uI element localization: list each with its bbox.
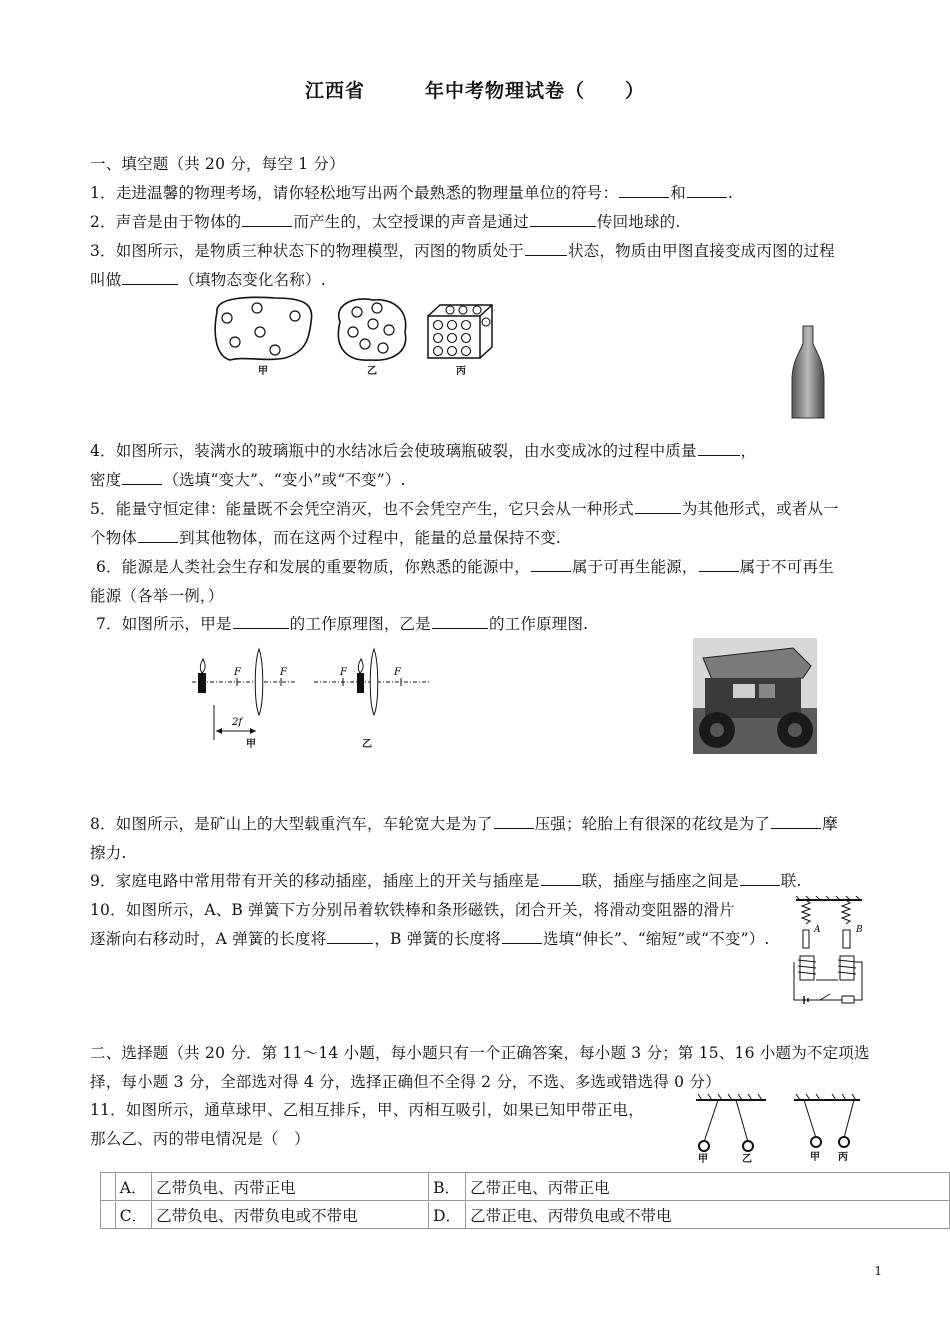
q11-text: 11．如图所示，通草球甲、乙相互排斥，甲、丙相互吸引，如果已知甲带正电， <box>90 1101 644 1119</box>
q10-text: 10．如图所示，A、B 弹簧下方分别吊着软铁棒和条形磁铁，闭合开关，将滑动变阻器的滑片 <box>90 901 735 919</box>
option-d-text[interactable]: 乙带正电、丙带负电或不带电 <box>466 1201 950 1229</box>
question-5 <box>90 497 839 519</box>
question-4-cont <box>90 468 406 490</box>
answer-blank[interactable] <box>122 470 162 485</box>
question-11 <box>90 1098 644 1120</box>
q10-text: 选填“伸长”、“缩短”或“不变”）. <box>542 930 770 948</box>
label-jia: 甲 <box>698 1154 708 1164</box>
option-a-key[interactable]: A． <box>115 1173 151 1201</box>
q1-text: . <box>727 184 734 202</box>
q3-text: （填物态变化名称）. <box>179 271 326 289</box>
q6-text: 属于可再生能源， <box>571 558 698 576</box>
q8-text: 压强；轮胎上有很深的花纹是为了 <box>534 815 771 833</box>
answer-blank[interactable] <box>531 557 571 572</box>
label-yi: 乙 <box>367 366 377 377</box>
answer-blank[interactable] <box>242 212 292 227</box>
answer-blank[interactable] <box>740 871 780 886</box>
q8-text: 擦力. <box>90 844 127 862</box>
answer-blank[interactable] <box>233 614 289 629</box>
focal-label: F <box>394 667 401 678</box>
q5-text: 5．能量守恒定律：能量既不会凭空消灭，也不会凭空产生，它只会从一种形式 <box>90 500 634 518</box>
question-8 <box>90 812 838 834</box>
section-2-heading-cont <box>90 1070 721 1092</box>
answer-blank[interactable] <box>619 183 669 198</box>
question-6 <box>96 555 834 577</box>
q2-text: 而产生的，太空授课的声音是通过 <box>293 213 529 231</box>
label-bing: 丙 <box>838 1152 848 1163</box>
q10-text: 逐渐向右移动时，A 弹簧的长度将 <box>90 930 327 948</box>
q9-text: 联. <box>780 872 802 890</box>
focal-label: F <box>234 667 241 678</box>
label-jia: 甲 <box>246 739 256 750</box>
question-2 <box>90 210 681 232</box>
option-d-key[interactable]: D． <box>429 1201 466 1229</box>
q9-text: 9．家庭电路中常用带有开关的移动插座，插座上的开关与插座是 <box>90 872 540 890</box>
answer-blank[interactable] <box>687 183 727 198</box>
option-b-key[interactable]: B． <box>429 1173 466 1201</box>
q7-text: 的工作原理图. <box>488 615 589 633</box>
question-1 <box>90 181 733 203</box>
glass-bottle-image <box>788 322 828 422</box>
answer-blank[interactable] <box>432 614 488 629</box>
question-3 <box>90 239 835 261</box>
option-c-key[interactable]: C． <box>115 1201 151 1229</box>
q3-text: 状态，物质由甲图直接变成丙图的过程 <box>567 242 835 260</box>
q2-text: 传回地球的. <box>596 213 681 231</box>
q4-text: 密度 <box>90 471 122 489</box>
spring-electromagnet-figure <box>790 896 868 1008</box>
label-a: A <box>814 925 821 935</box>
question-9 <box>90 869 802 891</box>
q6-text: 能源（各举一例，） <box>90 587 224 605</box>
page-title: 江西省 年中考物理试卷（ ） <box>304 80 645 102</box>
q9-text: 联，插座与插座之间是 <box>581 872 739 890</box>
q1-text: 和 <box>670 184 686 202</box>
label-jia: 甲 <box>258 366 268 377</box>
answer-blank[interactable] <box>541 871 581 886</box>
answer-blank[interactable] <box>635 499 681 514</box>
q4-text: （选填“变大”、“变小”或“不变”）. <box>163 471 406 489</box>
q5-text: 到其他物体，而在这两个过程中，能量的总量保持不变. <box>179 529 562 547</box>
section-1-heading: 一、填空题（共 20 分，每空 1 分） <box>90 155 345 173</box>
label-yi: 乙 <box>362 739 372 750</box>
page-number: 1 <box>874 1264 882 1278</box>
q4-text: ， <box>740 442 757 460</box>
q8-text: 摩 <box>822 815 838 833</box>
answer-options-table <box>100 1172 950 1229</box>
question-10 <box>90 898 735 920</box>
answer-blank[interactable] <box>138 528 178 543</box>
q8-text: 8．如图所示，是矿山上的大型载重汽车，车轮宽大是为了 <box>90 815 493 833</box>
question-4 <box>90 439 756 461</box>
section-2-heading <box>90 1041 870 1063</box>
states-of-matter-figure <box>205 292 505 382</box>
q4-text: 4．如图所示，装满水的玻璃瓶中的水结冰后会使玻璃瓶破裂，由水变成冰的过程中质量 <box>90 442 697 460</box>
twof-label: 2f <box>232 717 243 728</box>
answer-blank[interactable] <box>699 557 739 572</box>
question-7 <box>96 612 588 634</box>
option-b-text[interactable]: 乙带正电、丙带正电 <box>466 1173 950 1201</box>
pith-balls-figure <box>690 1092 870 1164</box>
label-jia: 甲 <box>810 1152 820 1163</box>
answer-blank[interactable] <box>525 241 567 256</box>
answer-blank[interactable] <box>771 814 821 829</box>
q2-text: 2．声音是由于物体的 <box>90 213 242 231</box>
label-yi: 乙 <box>742 1154 752 1164</box>
focal-label: F <box>340 667 347 678</box>
question-6-cont <box>90 584 224 606</box>
focal-label: F <box>280 667 287 678</box>
answer-blank[interactable] <box>698 441 740 456</box>
q3-text: 叫做 <box>90 271 122 289</box>
answer-blank[interactable] <box>502 929 542 944</box>
q10-text: ，B 弹簧的长度将 <box>374 930 501 948</box>
answer-blank[interactable] <box>327 929 373 944</box>
section-2-text: 择，每小题 3 分，全部选对得 4 分，选择正确但不全得 2 分，不选、多选或错选得 0 分） <box>90 1073 721 1091</box>
question-10-cont <box>90 927 770 949</box>
question-3-cont <box>90 268 326 290</box>
q1-text: 1．走进温馨的物理考场，请你轻松地写出两个最熟悉的物理量单位的符号： <box>90 184 619 202</box>
option-a-text[interactable]: 乙带负电、丙带正电 <box>152 1173 429 1201</box>
answer-blank[interactable] <box>530 212 596 227</box>
mining-truck-image <box>693 638 817 754</box>
option-c-text[interactable]: 乙带负电、丙带负电或不带电 <box>152 1201 429 1229</box>
answer-blank[interactable] <box>122 270 178 285</box>
label-b: B <box>856 925 863 935</box>
section-2-text: 二、选择题（共 20 分．第 11～14 小题，每小题只有一个正确答案，每小题 3 分；第 15、16 小题为不定项选 <box>90 1044 870 1062</box>
q7-text: 7．如图所示，甲是 <box>96 615 232 633</box>
answer-blank[interactable] <box>494 814 534 829</box>
q3-text: 3．如图所示，是物质三种状态下的物理模型，丙图的物质处于 <box>90 242 524 260</box>
question-11-cont <box>90 1127 310 1149</box>
lens-diagram-figure <box>190 645 435 755</box>
q5-text: 个物体 <box>90 529 138 547</box>
label-bing: 丙 <box>456 366 466 377</box>
q5-text: 为其他形式，或者从一 <box>681 500 839 518</box>
question-5-cont <box>90 526 561 548</box>
q6-text: 6．能源是人类社会生存和发展的重要物质，你熟悉的能源中， <box>96 558 530 576</box>
q7-text: 的工作原理图，乙是 <box>289 615 431 633</box>
q6-text: 属于不可再生 <box>739 558 834 576</box>
question-8-cont <box>90 841 127 863</box>
q11-text: 那么乙、丙的带电情况是（ ） <box>90 1130 310 1148</box>
